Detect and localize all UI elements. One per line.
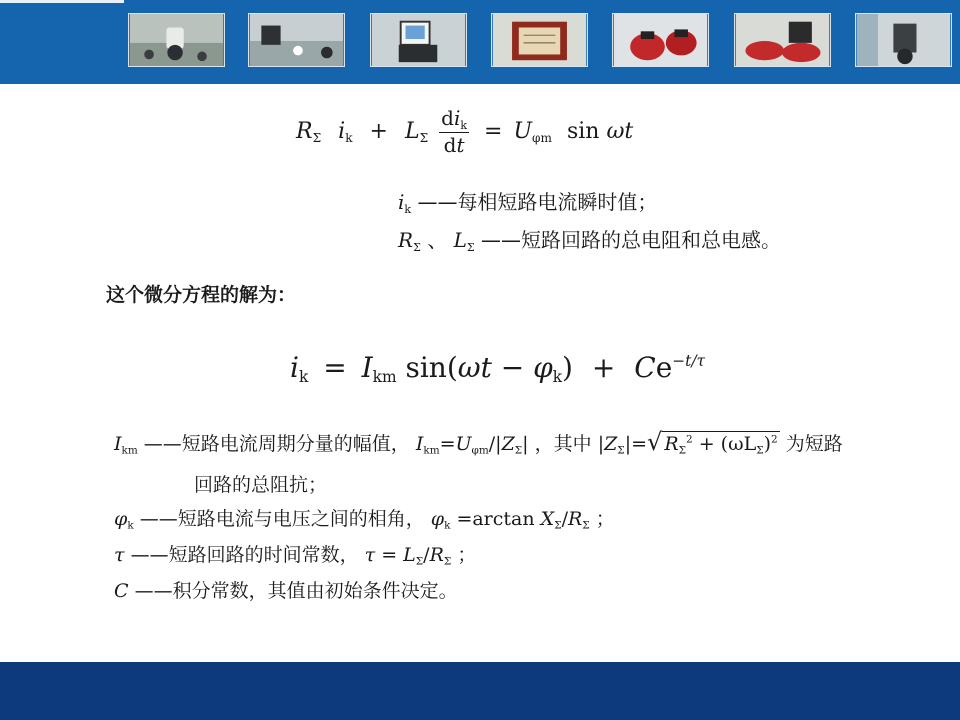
- header-notch: [0, 0, 124, 3]
- rl-description: ——短路回路的总电阻和总电感。: [480, 228, 781, 252]
- symbol-x: X: [540, 508, 555, 530]
- symbol-l: L: [453, 228, 467, 252]
- sub-phim: φm: [471, 444, 489, 457]
- t-den: t: [456, 133, 465, 158]
- symbol-e: e: [655, 350, 673, 384]
- sub-k: k: [127, 519, 134, 532]
- robot-photo-2: [248, 13, 345, 67]
- symbol-I: I: [361, 350, 373, 384]
- d-num: d: [441, 105, 454, 130]
- legend-tau: τ ——短路回路的时间常数， $\tau = L_\Sigma/R_\Sigma$ ；: [114, 544, 477, 568]
- sub-sigma: Σ: [419, 131, 429, 146]
- symbol-u: U: [513, 119, 533, 144]
- symbol-r: R: [398, 228, 414, 252]
- omega-t: ωt: [457, 350, 492, 384]
- sub-k: k: [404, 202, 412, 216]
- minus-sign: −: [491, 350, 534, 384]
- equals-sign: =: [323, 350, 347, 384]
- symbol-c: C: [114, 580, 129, 602]
- close-paren: ): [562, 350, 573, 384]
- symbol-z: Z: [604, 433, 618, 455]
- sub-sigma: Σ: [466, 240, 475, 254]
- symbol-r: R: [567, 508, 583, 530]
- symbol-i: i: [398, 190, 405, 214]
- sub-k: k: [444, 519, 451, 532]
- legend-c: [114, 576, 458, 603]
- symbol-i: i: [338, 119, 346, 144]
- omega-l: (ωL: [720, 433, 757, 455]
- sub-sigma: Σ: [582, 519, 590, 532]
- symbol-r: R: [429, 544, 444, 566]
- sin-func: sin: [566, 119, 600, 144]
- robot-photo-4: [612, 13, 709, 67]
- sub-k: k: [345, 131, 353, 146]
- phi-description: ——短路电流与电压之间的相角，: [139, 508, 425, 530]
- semicolon: ；: [595, 508, 615, 530]
- robot-photo-5: [734, 13, 831, 67]
- d-den: d: [443, 133, 457, 158]
- sub-sigma: Σ: [756, 444, 764, 457]
- footer-band: [0, 662, 960, 720]
- exponent: −t/τ: [672, 352, 706, 370]
- equals-sign: =: [439, 433, 456, 455]
- header-banner: [0, 0, 960, 84]
- legend-ikm-continuation: 回路的总阻抗；: [194, 474, 328, 496]
- sub-km: km: [423, 444, 440, 457]
- derivative-fraction: [439, 107, 469, 157]
- sub-sigma: Σ: [443, 555, 452, 568]
- omega-t: ωt: [606, 119, 634, 144]
- sub-sigma: Σ: [554, 519, 562, 532]
- plus-sign: +: [369, 119, 388, 144]
- symbol-i: i: [290, 350, 299, 384]
- definition-ik: [398, 186, 657, 216]
- symbol-z: Z: [501, 433, 515, 455]
- sub-sigma: Σ: [312, 131, 322, 146]
- robot-photo-3: [370, 13, 467, 67]
- symbol-u: U: [455, 433, 472, 455]
- equals-sign: =: [381, 544, 398, 566]
- sqrt-body: $R_\Sigma^2 + (\omega L_\Sigma)^2$: [664, 433, 778, 457]
- symbol-I: I: [114, 433, 122, 455]
- symbol-I: I: [415, 433, 424, 455]
- legend-mid-text: ，其中: [534, 433, 592, 455]
- legend-ikm: $I_{km}$ ——短路电流周期分量的幅值， $I_{km}=U_{\varphi m}/|Z_\Sigma|$ ，其中 $|Z_\Sigma|=√$ $R_\Sigma^2 + (\omega L_\Sigma)^2$ 为短路: [114, 428, 843, 457]
- symbol-r: R: [296, 119, 313, 144]
- k-num: k: [460, 118, 468, 132]
- i-num: i: [453, 105, 461, 130]
- sub-phim: φm: [532, 131, 552, 146]
- differential-equation: [296, 104, 633, 166]
- semicolon: ；: [457, 544, 477, 566]
- sub-sigma: Σ: [514, 444, 523, 457]
- symbol-phi: φ: [430, 508, 445, 530]
- tau-description: ——短路回路的时间常数，: [130, 544, 359, 566]
- c-description: ——积分常数，其值由初始条件决定。: [134, 580, 458, 602]
- square-exp: 2: [771, 433, 778, 446]
- sub-k: k: [298, 368, 309, 387]
- sub-km: km: [372, 368, 397, 387]
- arctan-func: =arctan: [456, 508, 535, 530]
- symbol-phi: φ: [114, 508, 128, 530]
- symbol-c: C: [634, 350, 656, 384]
- symbol-tau: τ: [114, 544, 125, 566]
- solution-equation: [290, 336, 705, 402]
- sub-sigma: Σ: [413, 240, 421, 254]
- symbol-l: L: [403, 544, 416, 566]
- robot-photo-6: [855, 13, 952, 67]
- sub-sigma: Σ: [617, 444, 625, 457]
- sub-sigma: Σ: [678, 444, 687, 457]
- sub-k: k: [552, 368, 563, 387]
- symbol-r: R: [664, 433, 679, 455]
- square-exp: 2: [686, 433, 693, 446]
- solution-label: 这个微分方程的解为：: [106, 284, 297, 306]
- equals-sign: =: [484, 119, 503, 144]
- ik-description: ——每相短路电流瞬时值；: [417, 190, 658, 214]
- legend-phi: $\varphi_k$ ——短路电流与电压之间的相角， $\varphi_k =\arctan$ $X_\Sigma/R_\Sigma$ ；: [114, 508, 615, 532]
- close-paren: ): [763, 433, 772, 455]
- sub-sigma: Σ: [415, 555, 424, 568]
- separator: 、: [427, 228, 448, 252]
- sin-open: sin(: [405, 350, 458, 384]
- plus-sign: +: [591, 350, 616, 384]
- sub-km: km: [121, 444, 138, 457]
- symbol-l: L: [404, 119, 420, 144]
- robot-photo-1: [128, 13, 225, 67]
- certificate-photo: [491, 13, 588, 67]
- legend-end-text: 为短路: [785, 433, 843, 455]
- symbol-tau: τ: [364, 544, 376, 566]
- ikm-description: ——短路电流周期分量的幅值，: [143, 433, 410, 455]
- symbol-phi: φ: [533, 350, 553, 384]
- definition-rl: [398, 224, 781, 254]
